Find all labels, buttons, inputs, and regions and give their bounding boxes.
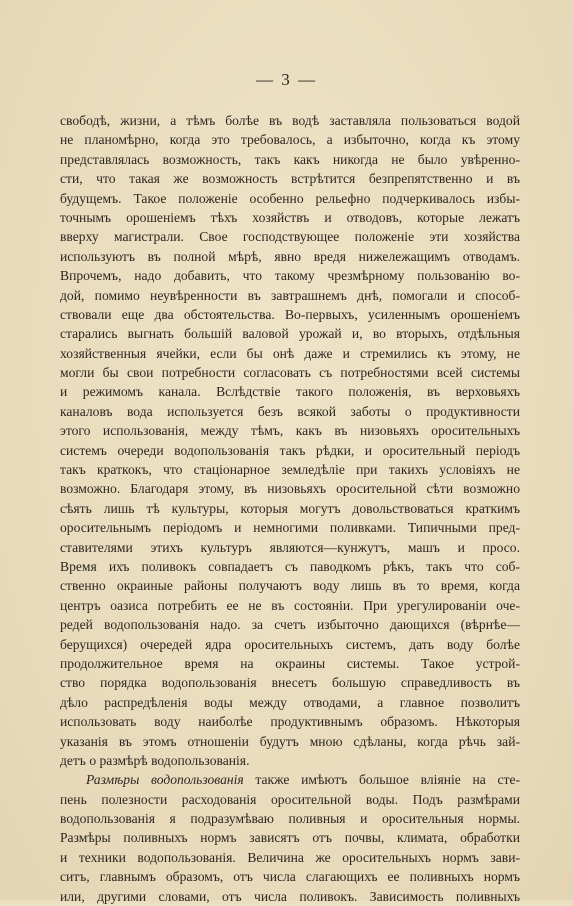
- text-line: указанія въ этомъ отношеніи будутъ мною сдѣланы, когда рѣчь зай-: [60, 733, 520, 749]
- text-line: редей водопользованія надо. за счетъ избыточно дающихся (вѣрнѣе—: [60, 617, 520, 633]
- text-line: Впрочемъ, надо добавить, что такому чрезмѣрному пользованію во-: [60, 268, 520, 284]
- text-line: старались выгнать большій валовой урожай и, во вторыхъ, отдѣльныя: [60, 326, 520, 342]
- text-line: водопользованія я подразумѣваю поливныя и оросительныя нормы.: [60, 811, 520, 827]
- text-line: и режимомъ канала. Вслѣдствіе такого положенія, въ верховьяхъ: [60, 384, 520, 400]
- text-line: берущихся) очередей ядра оросительныхъ системъ, дать воду болѣе: [60, 636, 520, 652]
- text-line: оросительнымъ періодомъ и немногими поливками. Типичными пред-: [60, 520, 520, 536]
- text-line: Время ихъ поливокъ совпадаетъ съ паводкомъ рѣкъ, такъ что соб-: [60, 558, 520, 574]
- text-line: Размѣры поливныхъ нормъ зависятъ отъ почвы, климата, обработки: [60, 830, 520, 846]
- paragraph-2-lines: [60, 790, 520, 906]
- text-line: ственно окраиные районы получаютъ воду лишь въ то время, когда: [60, 578, 520, 594]
- text-line: не планомѣрно, когда это требовалось, а избыточно, когда къ этому: [60, 132, 520, 148]
- section-lead-italic: Размѣры водопользованія: [86, 772, 244, 788]
- text-line: сти, что такая же возможность встрѣтится безпрепятственно и въ: [60, 171, 520, 187]
- text-line: хозяйственныя ячейки, если бы онѣ даже и стремились къ этому, не: [60, 345, 520, 361]
- text-line: такъ краткокъ, что стаціонарное земледѣліе при такихъ условіяхъ не: [60, 462, 520, 478]
- text-line: сѣять лишь тѣ культуры, которыя могутъ довольствоваться краткимъ: [60, 500, 520, 516]
- body-text: [60, 111, 520, 906]
- text-line: этого использованія, между тѣмъ, какъ въ низовьяхъ оросительныхъ: [60, 423, 520, 439]
- text-line: ситъ, главнымъ образомъ, отъ числа слагающихъ ее поливныхъ нормъ: [60, 869, 520, 885]
- text-line: ставителями этихъ культуръ являются—кунжутъ, машъ и просо.: [60, 539, 520, 555]
- text-line: или, другими словами, отъ числа поливокъ. Зависимость поливныхъ: [60, 888, 520, 904]
- text-line: центръ оазиса потребить ее не въ состояніи. При урегулированіи оче-: [60, 597, 520, 613]
- text-line: вверху магистрали. Свое господствующее положеніе эти хозяйства: [60, 229, 520, 245]
- text-line: и техники водопользованія. Величина же оросительныхъ нормъ зави-: [60, 849, 520, 865]
- text-line: каналовъ вода используется безъ всякой заботы о продуктивности: [60, 403, 520, 419]
- text-line: используютъ въ полной мѣрѣ, явно вредя нижележащимъ отводамъ.: [60, 248, 520, 264]
- text-line: ствовали еще два обстоятельства. Во-первыхъ, усиленнымъ орошеніемъ: [60, 306, 520, 322]
- text-line: ство порядка водопользованія внесетъ большую справедливость въ: [60, 675, 520, 691]
- paragraph-1: [60, 111, 520, 770]
- text-line: точнымъ орошеніемъ тѣхъ хозяйствъ и отводовъ, которые лежатъ: [60, 209, 520, 225]
- text-line: могли бы свои потребности согласовать съ потребностями всей системы: [60, 365, 520, 381]
- text-line: системъ очереди водопользованія такъ рѣдки, и оросительный періодъ: [60, 442, 520, 458]
- paragraph-2: [60, 770, 520, 906]
- text-line: пень полезности расходованія оросительной воды. Подъ размѣрами: [60, 791, 520, 807]
- paragraph-2-first-line: [60, 770, 520, 789]
- text-line: детъ о размѣрѣ водопользованія.: [60, 752, 250, 768]
- text-line: использовать воду наиболѣе продуктивнымъ образомъ. Нѣкоторыя: [60, 714, 520, 730]
- text-line: возможно. Благодаря этому, въ низовьяхъ оросительной сѣти возможно: [60, 481, 520, 497]
- text-line: дой, помимо неувѣренности въ завтрашнемъ днѣ, помогали и способ-: [60, 287, 520, 303]
- text-line: представлялась возможность, такъ какъ никогда не было увѣренно-: [60, 151, 520, 167]
- text-line: свободѣ, жизни, а тѣмъ болѣе въ водѣ заставляла пользоваться водой: [60, 113, 520, 128]
- text-line: будущемъ. Такое положеніе особенно рельефно подчеркивалось избы-: [60, 190, 520, 206]
- page-number: — 3 —: [256, 70, 317, 89]
- text-line: дѣло распредѣленія воды между отводами, а главное позволитъ: [60, 694, 520, 710]
- paragraph-2-first-line-rest: также имѣютъ большое вліяніе на сте-: [243, 772, 520, 788]
- text-line: продолжительное время на окраины системы. Такое устрой-: [60, 655, 520, 671]
